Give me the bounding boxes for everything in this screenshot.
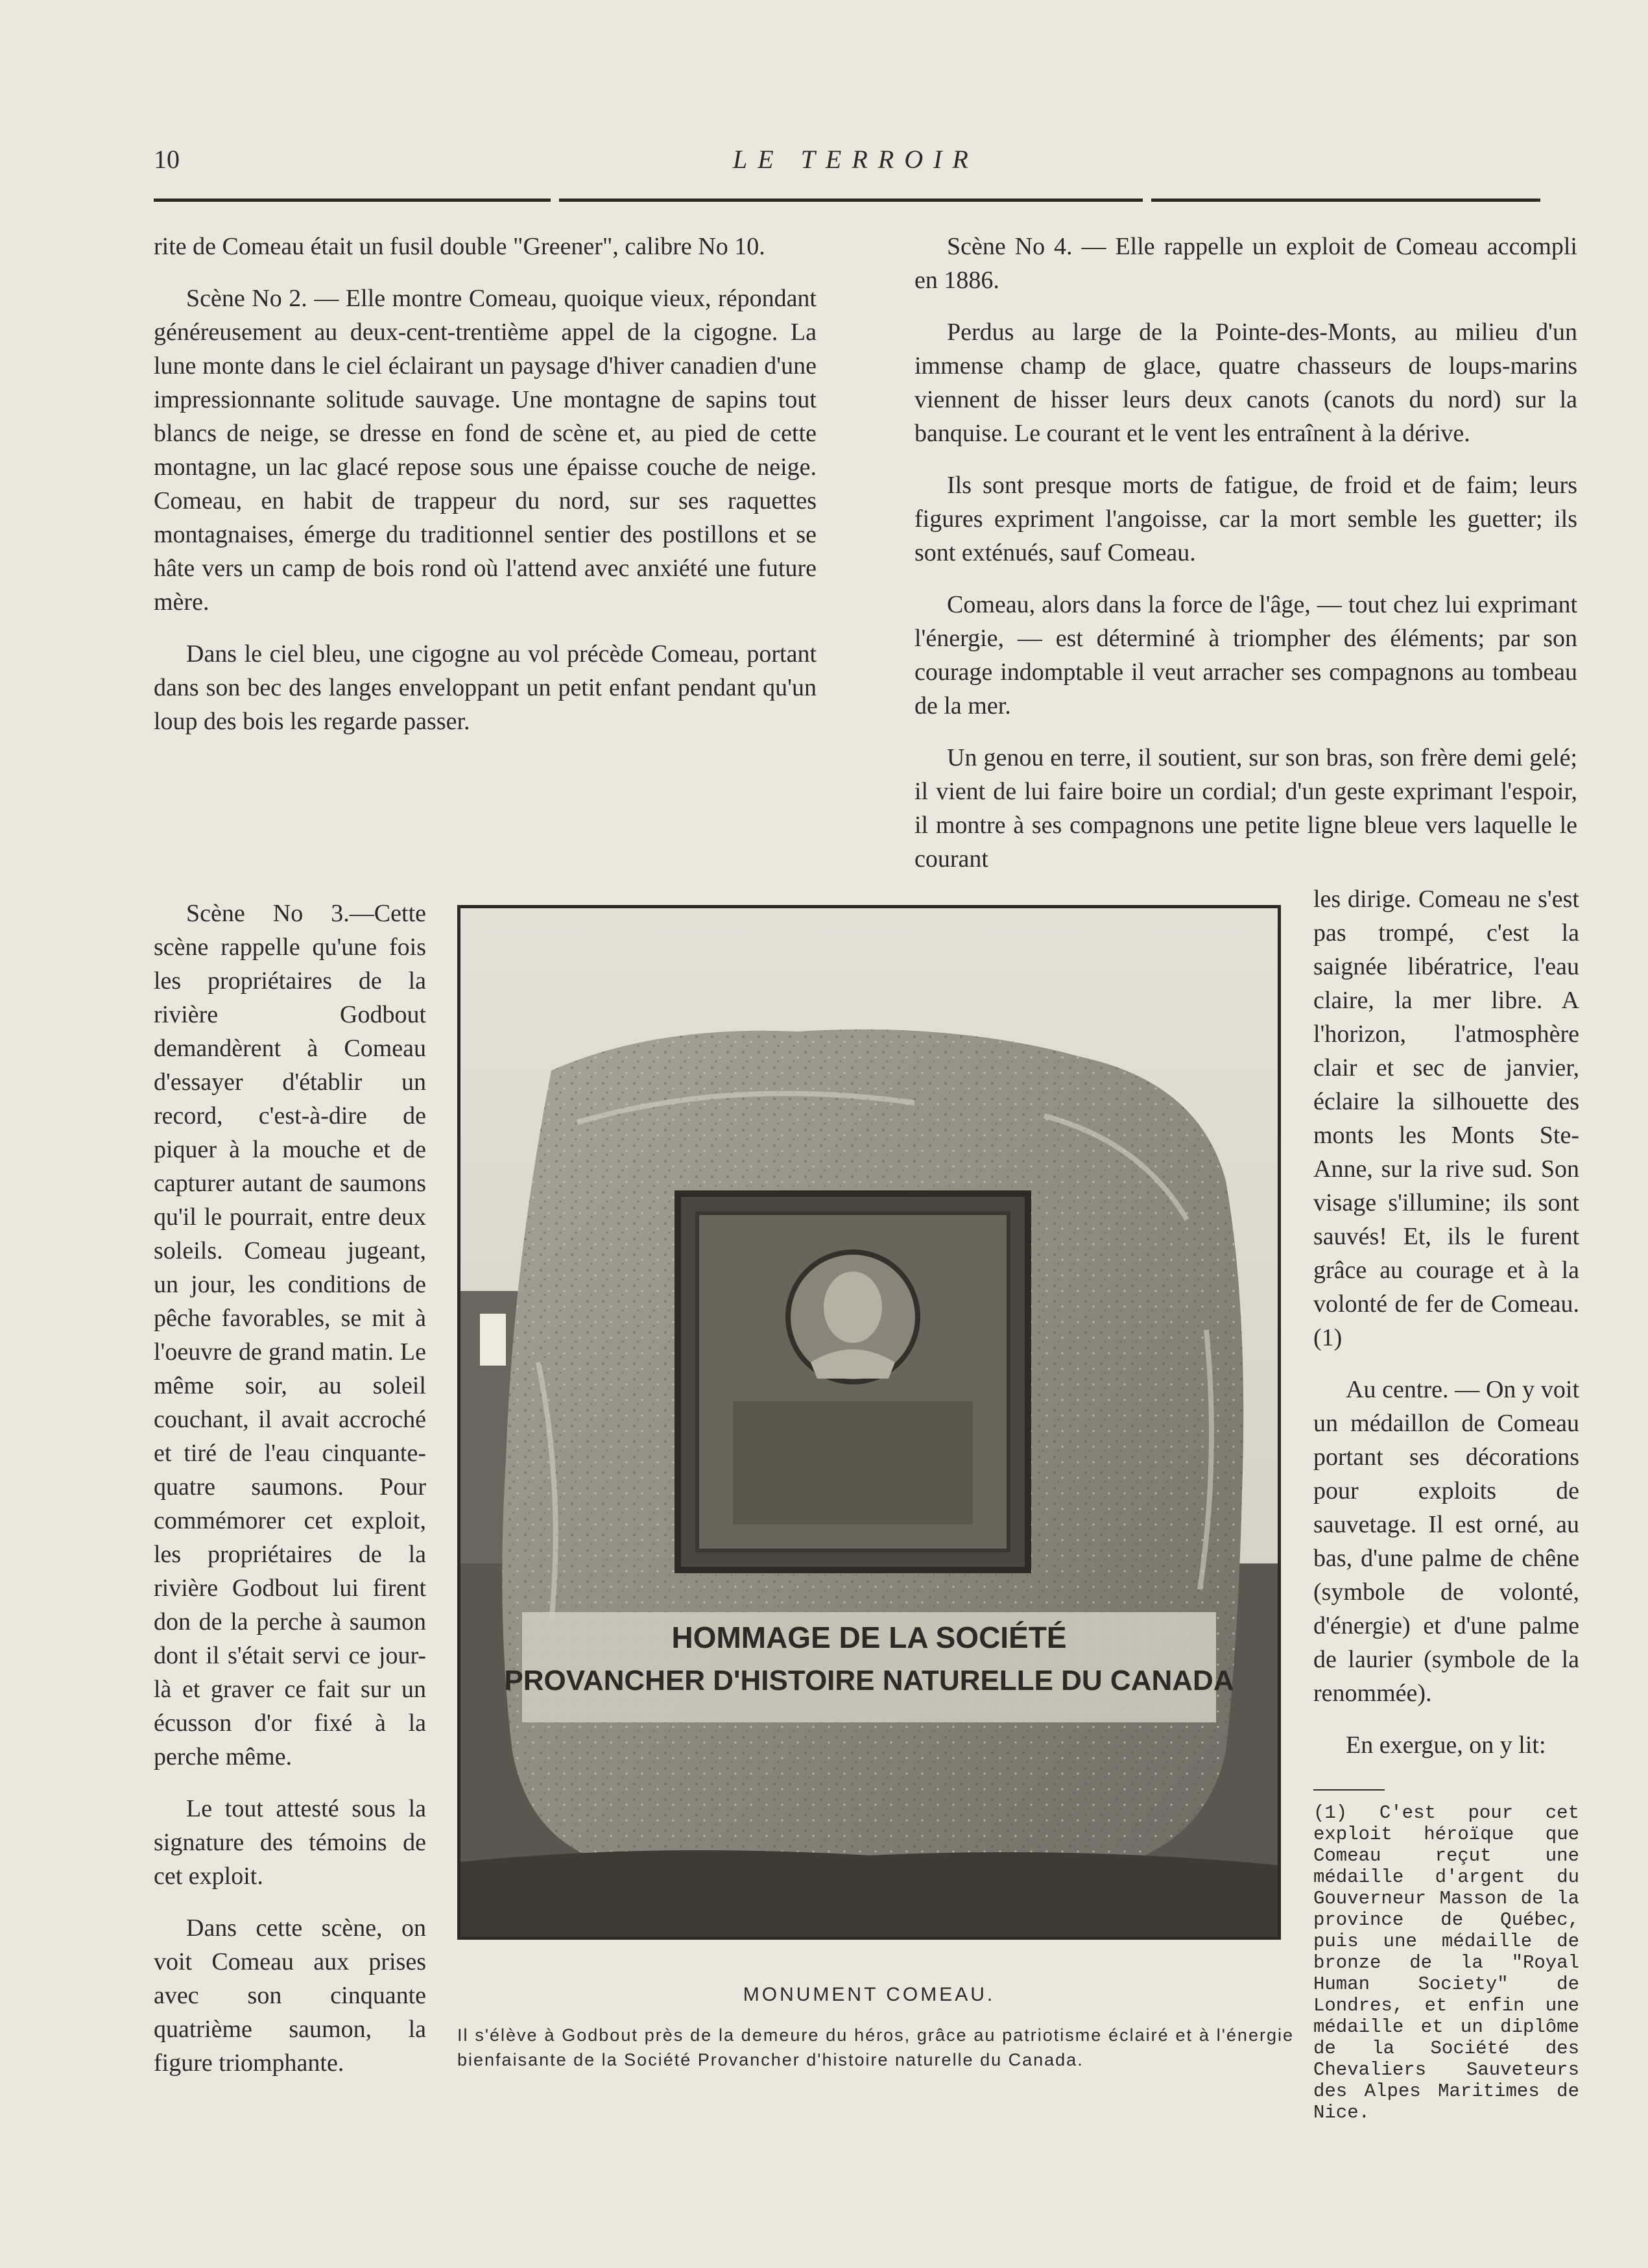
paragraph: Dans le ciel bleu, une cigogne au vol précède Comeau, portant dans son bec des langes enveloppant un petit enfant pendant qu'un loup des bois les regarde passer. bbox=[154, 640, 817, 735]
left-column-narrow bbox=[154, 897, 426, 2098]
paragraph: Comeau, alors dans la force de l'âge, — tout chez lui exprimant l'énergie, — est déterminé à triompher des éléments; par son courage indomptable il veut arracher ses compagnons au tombeau de la mer. bbox=[914, 591, 1577, 719]
paragraph: Scène No 4. — Elle rappelle un exploit de Comeau accompli en 1886. bbox=[914, 233, 1577, 294]
paragraph: rite de Comeau était un fusil double "Greener", calibre No 10. bbox=[154, 233, 765, 260]
paragraph: En exergue, on y lit: bbox=[1346, 1731, 1546, 1759]
page-number: 10 bbox=[154, 145, 180, 174]
running-title: LE TERROIR bbox=[733, 145, 979, 174]
header-rule bbox=[154, 199, 551, 202]
footnote: (1) C'est pour cet exploit héroïque que Comeau reçut une médaille d'argent du Gouverneur Masson de la province de Québec, puis une médaille de bronze de la "Royal Human Society" de Londres, et enfin une médaille et un diplôme de la Société des Chevaliers Sauveteurs des Alpes Maritimes de Nice. bbox=[1313, 1802, 1579, 2123]
footnote-rule bbox=[1313, 1789, 1385, 1791]
right-column-top bbox=[914, 230, 1577, 894]
inscription-line-1: HOMMAGE DE LA SOCIÉTÉ bbox=[671, 1621, 1067, 1654]
header-rule bbox=[1151, 199, 1540, 202]
header-rule bbox=[559, 199, 1143, 202]
paragraph: Ils sont presque morts de fatigue, de froid et de faim; leurs figures expriment l'angoisse, car la mort semble les guetter; ils sont exténués, sauf Comeau. bbox=[914, 472, 1577, 566]
paragraph: Au centre. — On y voit un médaillon de Comeau portant ses décorations pour exploits de sauvetage. Il est orné, au bas, d'une palme de chêne (symbole de volonté, d'énergie) et d'une palme de laurier (symbole de la renommée). bbox=[1313, 1376, 1579, 1707]
caption-text: Il s'élève à Godbout près de la demeure du héros, grâce au patriotisme éclairé et à l'énergie bienfaisante de la Société Provancher d'histoire naturelle du Canada. bbox=[457, 2025, 1294, 2069]
monument-photo-illustration bbox=[460, 908, 1278, 1936]
monument-photo bbox=[457, 905, 1281, 1940]
caption-title: MONUMENT COMEAU. bbox=[743, 1984, 996, 2005]
paragraph: Un genou en terre, il soutient, sur son bras, son frère demi gelé; il vient de lui faire boire un cordial; d'un geste exprimant l'espoir, il montre à ses compagnons une petite ligne bleue vers laquelle le courant bbox=[914, 744, 1577, 873]
right-column-narrow bbox=[1313, 882, 1579, 1780]
paragraph: les dirige. Comeau ne s'est pas trompé, c'est la saignée libératrice, l'eau claire, la mer libre. A l'horizon, l'atmosphère clair et sec de janvier, éclaire la silhouette des monts les Monts Ste-Anne, sur la rive sud. Son visage s'illumine; ils sont sauvés! Et, ils le furent grâce au courage et à la volonté de fer de Comeau. (1) bbox=[1313, 886, 1579, 1351]
paragraph: Perdus au large de la Pointe-des-Monts, au milieu d'un immense champ de glace, quatre chasseurs de loups-marins viennent de hisser leurs deux canots (canots du nord) sur la banquise. Le courant et le vent les entraînent à la dérive. bbox=[914, 319, 1577, 447]
paragraph: Le tout attesté sous la signature des témoins de cet exploit. bbox=[154, 1795, 426, 1890]
paragraph: Scène No 3.—Cette scène rappelle qu'une fois les propriétaires de la rivière Godbout demandèrent à Comeau d'essayer d'établir un record, c'est-à-dire de piquer à la mouche et de capturer autant de saumons qu'il le pourrait, entre deux soleils. Comeau jugeant, un jour, les conditions de pêche favorables, se mit à l'oeuvre de grand matin. Le même soir, au soleil couchant, il avait accroché et tiré de l'eau cinquante-quatre saumons. Pour commémorer cet exploit, les propriétaires de la rivière Godbout lui firent don de la perche à saumon dont il s'était servi ce jour-là et graver ce fait sur un écusson d'or fixé à la perche même. bbox=[154, 900, 426, 1770]
inscription-line-2: PROVANCHER D'HISTOIRE NATURELLE DU CANADA bbox=[504, 1665, 1234, 1696]
paragraph: Dans cette scène, on voit Comeau aux prises avec son cinquante quatrième saumon, la figure triomphante. bbox=[154, 1914, 426, 2077]
paragraph: Scène No 2. — Elle montre Comeau, quoique vieux, répondant généreusement au deux-cent-trentième appel de la cigogne. La lune monte dans le ciel éclairant un paysage d'hiver canadien d'une impressionnante solitude sauvage. Une montagne de sapins tout blancs de neige, se dresse en fond de scène et, au pied de cette montagne, un lac glacé repose sous une épaisse couche de neige. Comeau, en habit de trappeur du nord, sur ses raquettes montagnaises, émerge du traditionnel sentier des postillons et se hâte vers un camp de bois rond où l'attend avec anxiété une future mère. bbox=[154, 285, 817, 616]
left-column-top bbox=[154, 230, 817, 756]
